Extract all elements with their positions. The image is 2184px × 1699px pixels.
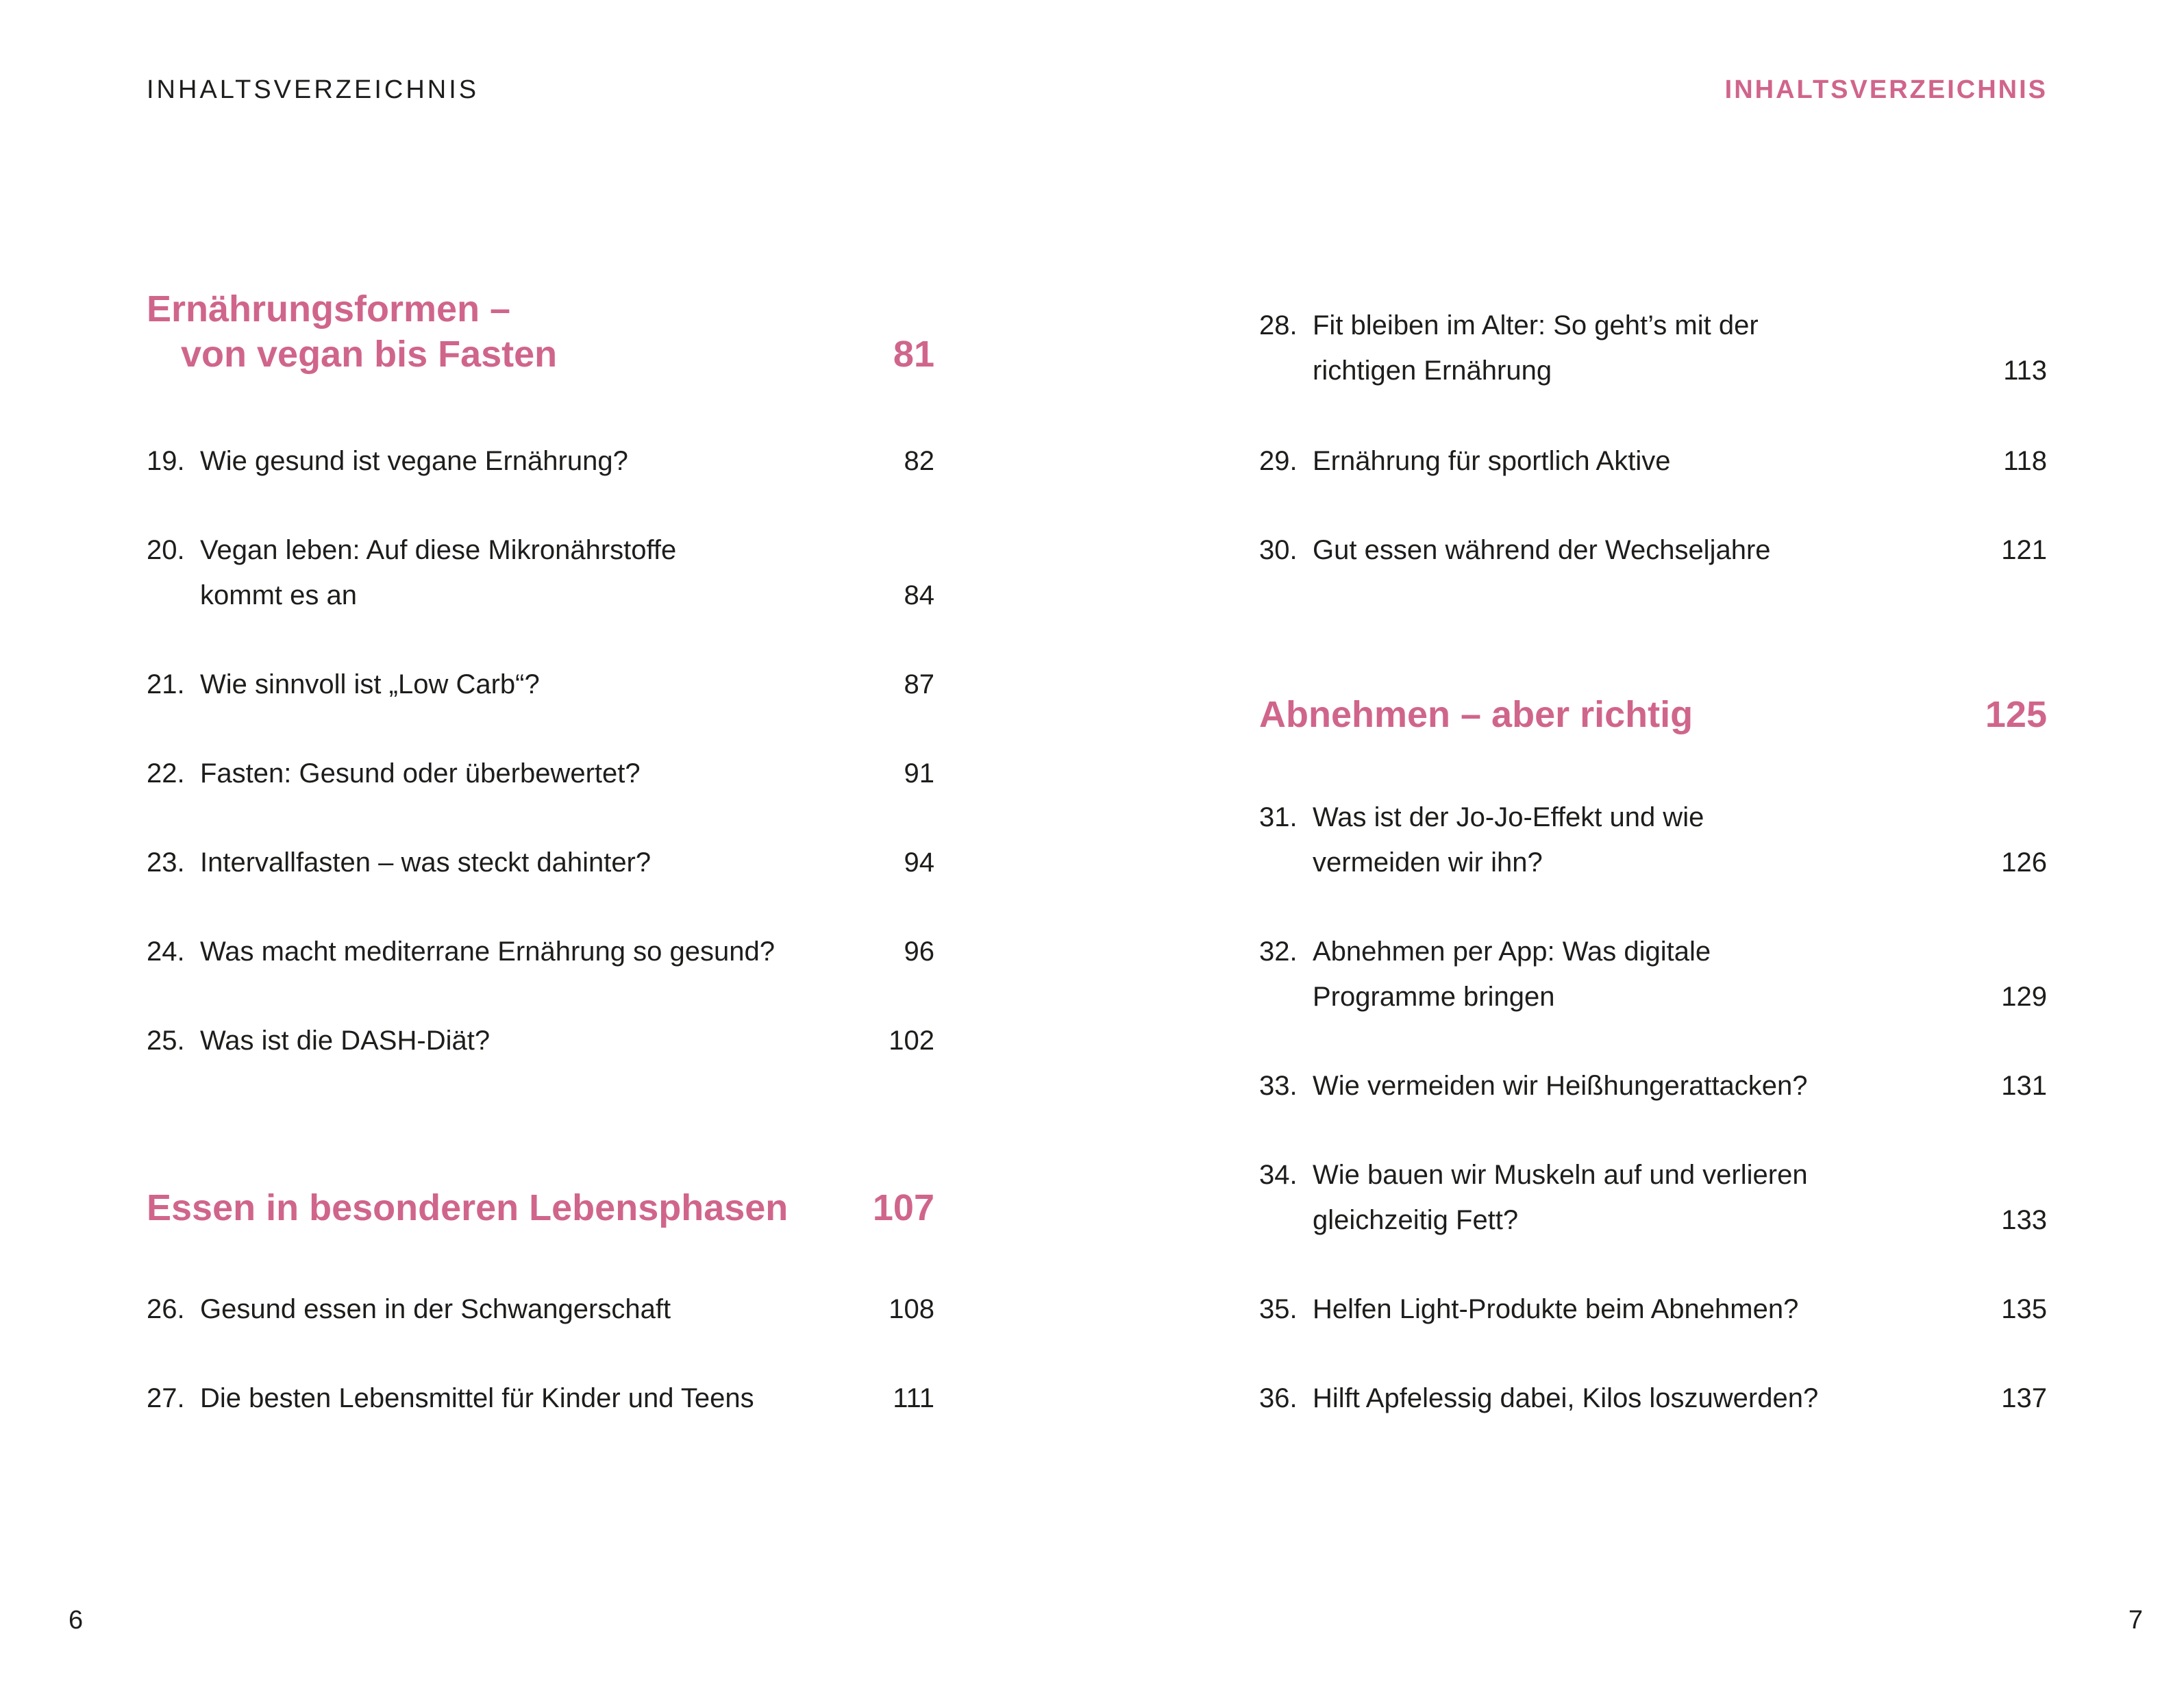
entry-title: Intervallfasten – was steckt dahinter?: [200, 847, 652, 878]
entry-title: Wie gesund ist vegane Ernährung?: [200, 446, 628, 476]
right-page: [1092, 0, 2184, 1699]
entry-title: Vegan leben: Auf diese Mikronährstoffe kommt es an: [200, 535, 677, 610]
entry-number: 34.: [1259, 1160, 1298, 1190]
entry-page-number: 133: [2001, 1205, 2047, 1235]
entry-number: 33.: [1259, 1071, 1298, 1101]
entry-page-number: 113: [2003, 356, 2047, 386]
entry-number: 25.: [147, 1026, 185, 1056]
entry-page-number: 118: [2003, 446, 2047, 476]
entry-title: Wie bauen wir Muskeln auf und verlieren gleichzeitig Fett?: [1313, 1160, 1808, 1235]
entry-number: 28.: [1259, 310, 1298, 340]
entry-page-number: 111: [893, 1383, 934, 1413]
running-head-right: INHALTSVERZEICHNIS: [1724, 75, 2048, 104]
entry-page-number: 131: [2001, 1071, 2047, 1101]
entry-page-number: 129: [2001, 982, 2047, 1012]
section-title[interactable]: Essen in besonderen Lebensphasen: [147, 1187, 789, 1228]
entry-page-number: 94: [904, 847, 934, 878]
entry-number: 22.: [147, 758, 185, 789]
entry-page-number: 135: [2001, 1294, 2047, 1324]
entry-number: 27.: [147, 1383, 185, 1413]
entry-number: 32.: [1259, 937, 1298, 967]
entry-title: Fasten: Gesund oder überbewertet?: [200, 758, 641, 789]
entry-number: 19.: [147, 446, 185, 476]
entry-title: Wie vermeiden wir Heißhungerattacken?: [1313, 1071, 1808, 1101]
entry-title: Abnehmen per App: Was digitale Programme bringen: [1313, 937, 1711, 1012]
section-title[interactable]: Abnehmen – aber richtig: [1259, 694, 1693, 735]
entry-title: Was ist die DASH-Diät?: [200, 1026, 491, 1056]
section-title[interactable]: Ernährungsformen – von vegan bis Fasten: [147, 288, 558, 375]
entry-title: Was macht mediterrane Ernährung so gesund?: [200, 937, 775, 967]
section-page-number[interactable]: 125: [1985, 694, 2047, 735]
entry-number: 29.: [1259, 446, 1298, 476]
entry-number: 20.: [147, 535, 185, 565]
entry-title: Gut essen während der Wechseljahre: [1313, 535, 1771, 565]
entry-title: Ernährung für sportlich Aktive: [1313, 446, 1671, 476]
entry-title: Helfen Light-Produkte beim Abnehmen?: [1313, 1294, 1799, 1324]
entry-page-number: 84: [904, 580, 934, 610]
section-page-number[interactable]: 81: [893, 334, 934, 375]
entry-number: 35.: [1259, 1294, 1298, 1324]
entry-title: Was ist der Jo-Jo-Effekt und wie vermeiden wir ihn?: [1313, 802, 1704, 878]
entry-number: 23.: [147, 847, 185, 878]
entry-title: Fit bleiben im Alter: So geht’s mit der richtigen Ernährung: [1313, 310, 1759, 386]
entry-page-number: 91: [904, 758, 934, 789]
entry-page-number: 96: [904, 937, 934, 967]
entry-title: Wie sinnvoll ist „Low Carb“?: [200, 669, 540, 699]
entry-title: Hilft Apfelessig dabei, Kilos loszuwerden?: [1313, 1383, 1819, 1413]
entry-number: 36.: [1259, 1383, 1298, 1413]
folio-right: 7: [2128, 1606, 2143, 1635]
entry-title: Die besten Lebensmittel für Kinder und Teens: [200, 1383, 754, 1413]
entry-page-number: 137: [2001, 1383, 2047, 1413]
entry-number: 26.: [147, 1294, 185, 1324]
entry-number: 21.: [147, 669, 185, 699]
entry-number: 30.: [1259, 535, 1298, 565]
entry-page-number: 82: [904, 446, 934, 476]
entry-number: 24.: [147, 937, 185, 967]
entry-page-number: 87: [904, 669, 934, 699]
entry-page-number: 126: [2001, 847, 2047, 878]
entry-page-number: 108: [889, 1294, 934, 1324]
section-page-number[interactable]: 107: [872, 1187, 934, 1228]
entry-page-number: 102: [889, 1026, 934, 1056]
entry-title: Gesund essen in der Schwangerschaft: [200, 1294, 671, 1324]
running-head-left: INHALTSVERZEICHNIS: [147, 75, 480, 104]
entry-number: 31.: [1259, 802, 1298, 832]
entry-page-number: 121: [2001, 535, 2047, 565]
folio-left: 6: [69, 1606, 84, 1635]
